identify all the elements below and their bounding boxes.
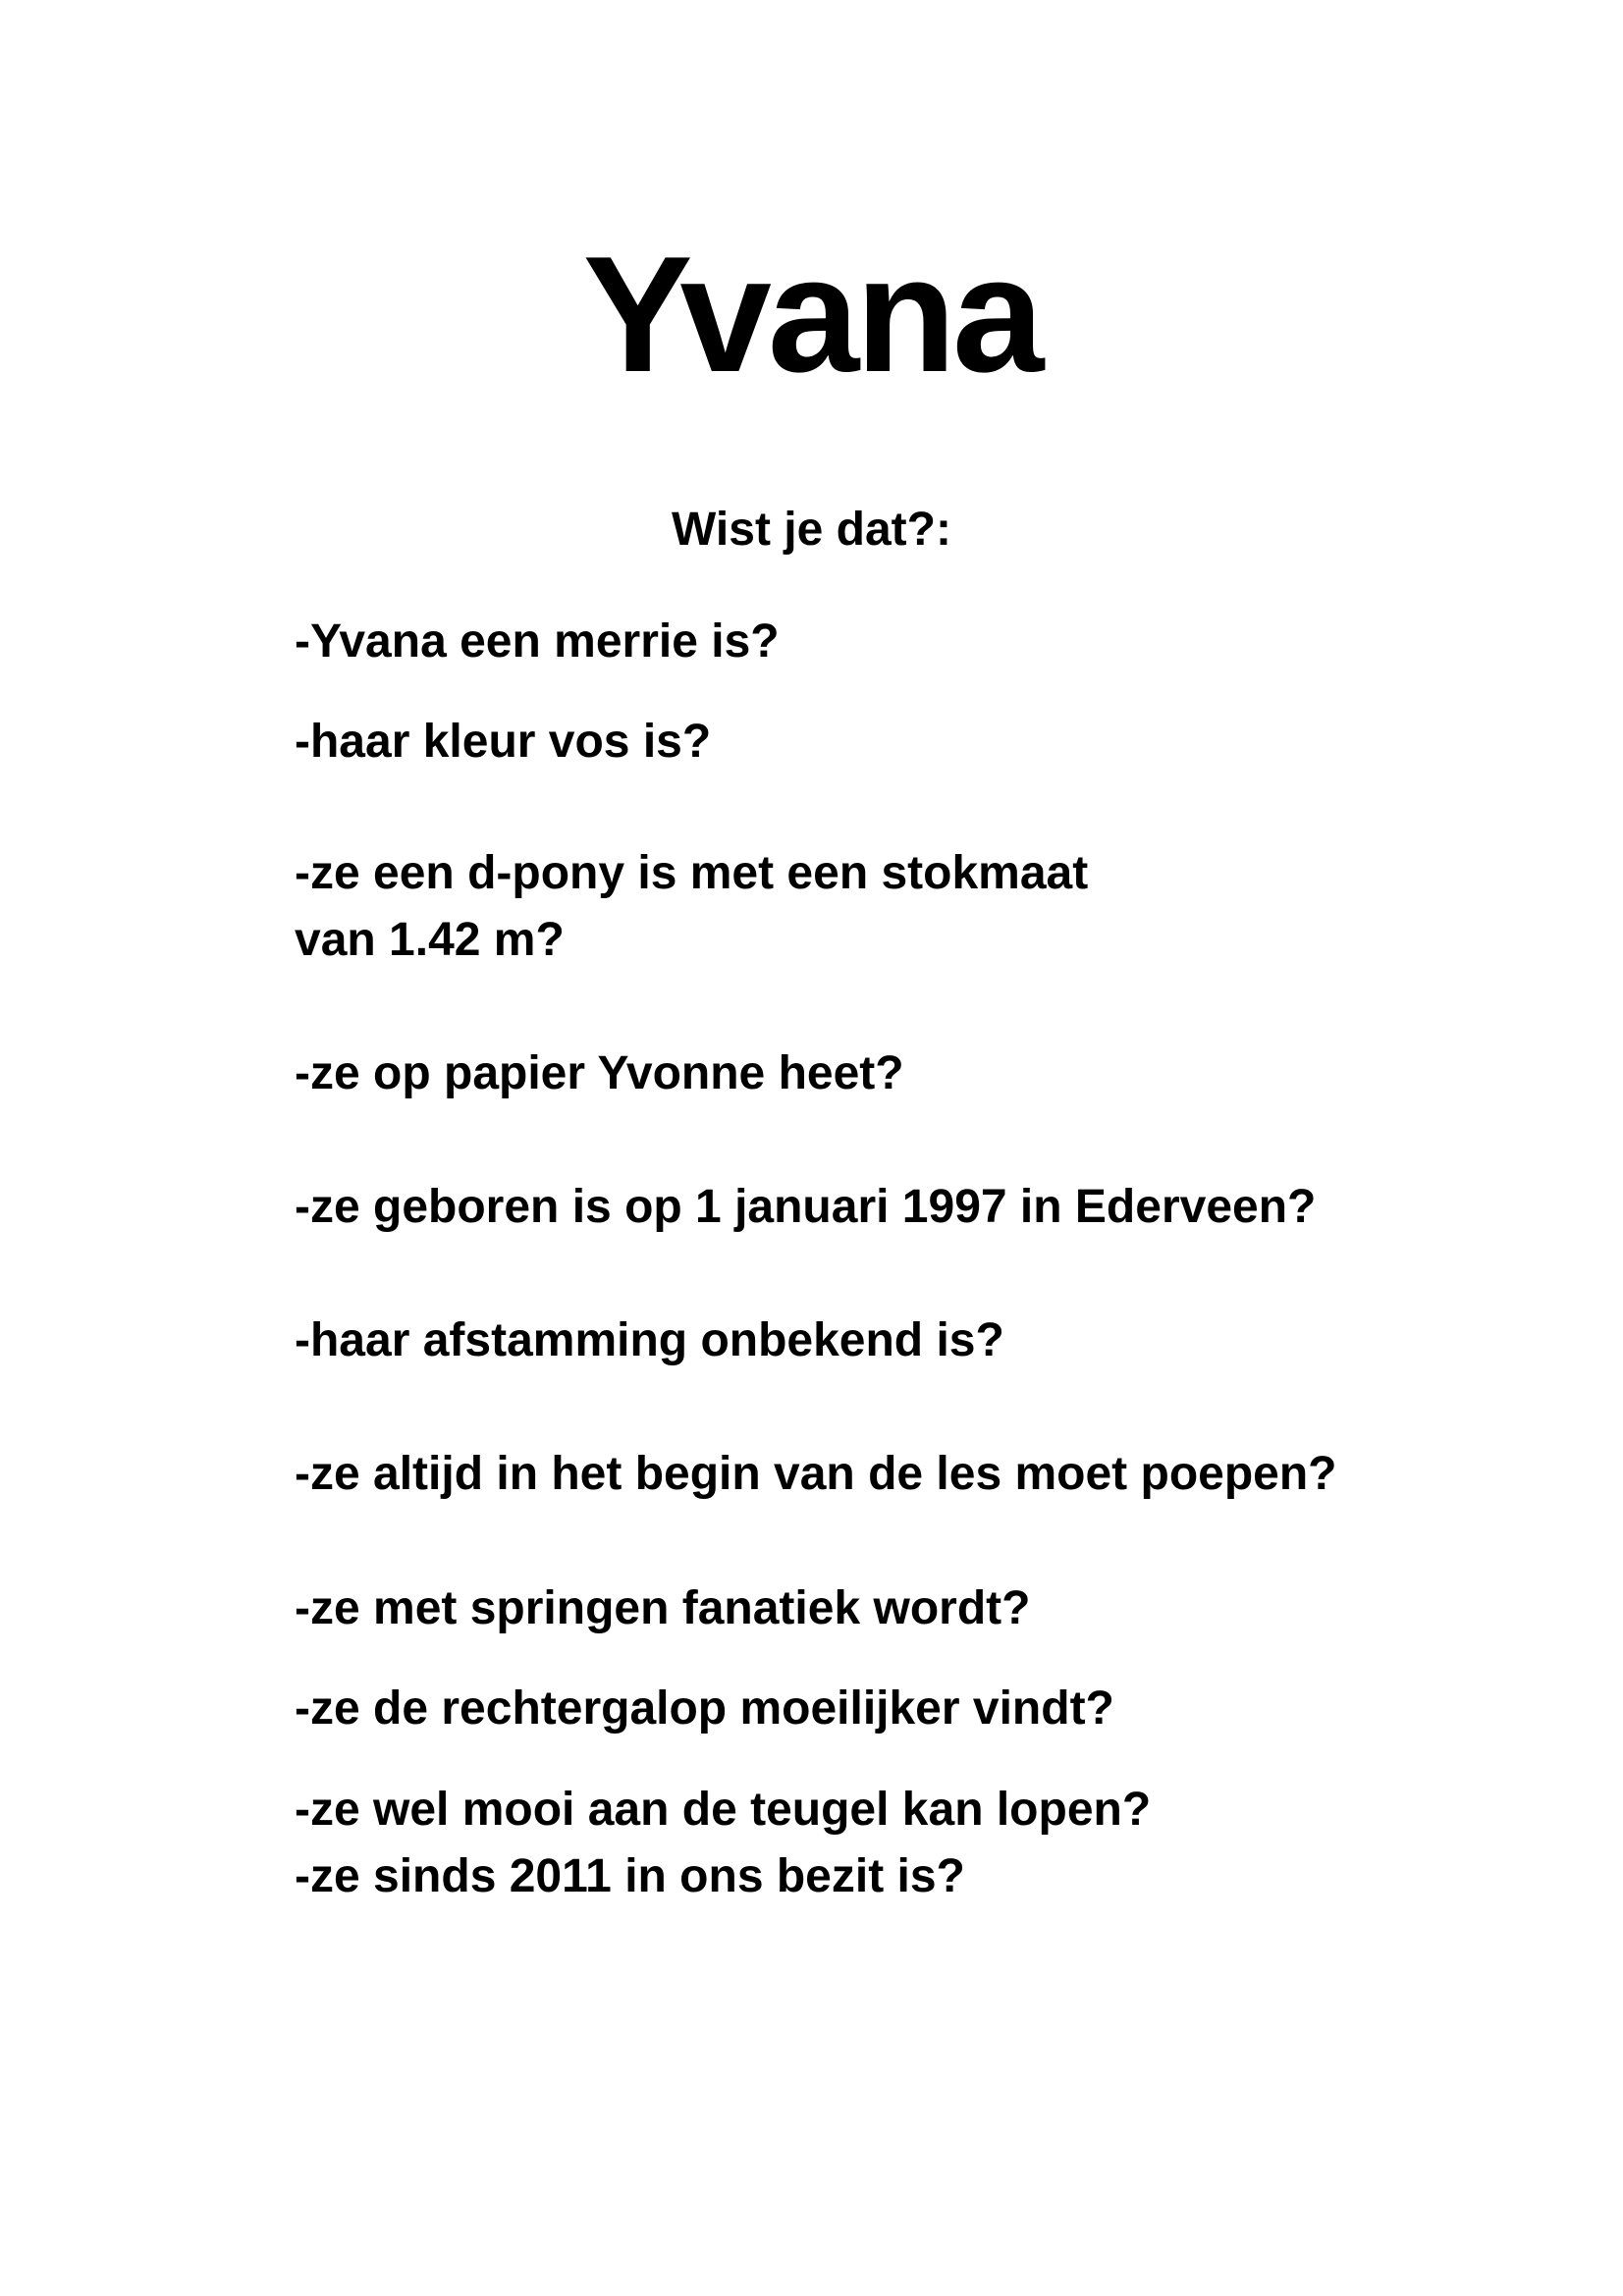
fact-line: -ze de rechtergalop moeilijker vindt? xyxy=(295,1682,1114,1735)
fact-item xyxy=(295,709,1473,775)
fact-item xyxy=(295,840,1473,974)
fact-line: -haar afstamming onbekend is? xyxy=(295,1314,1004,1366)
fact-item xyxy=(295,1174,1473,1241)
page-title: Yvana xyxy=(582,222,1041,406)
fact-line: -Yvana een merrie is? xyxy=(295,615,780,667)
fact-line: -ze met springen fanatiek wordt? xyxy=(295,1582,1031,1634)
fact-line: -ze geboren is op 1 januari 1997 in Ederveen? xyxy=(295,1181,1317,1233)
fact-line: -ze altijd in het begin van de les moet poepen? xyxy=(295,1448,1337,1500)
fact-line: -ze wel mooi aan de teugel kan lopen? xyxy=(295,1784,1152,1836)
fact-item xyxy=(295,1441,1473,1508)
fact-line: -ze op papier Yvonne heet? xyxy=(295,1047,904,1099)
fact-item xyxy=(295,1843,1473,1910)
fact-item xyxy=(295,609,1473,675)
fact-item xyxy=(295,1676,1473,1742)
fact-line: van 1.42 m? xyxy=(295,914,565,966)
fact-line: -ze een d-pony is met een stokmaat xyxy=(295,847,1089,899)
fact-line: -ze sinds 2011 in ons bezit is? xyxy=(295,1850,965,1902)
page-subtitle: Wist je dat?: xyxy=(672,504,951,556)
fact-item xyxy=(295,1308,1473,1374)
fact-item xyxy=(295,1041,1473,1107)
fact-line: -haar kleur vos is? xyxy=(295,716,712,768)
fact-item xyxy=(295,1777,1473,1843)
fact-item xyxy=(295,1575,1473,1642)
